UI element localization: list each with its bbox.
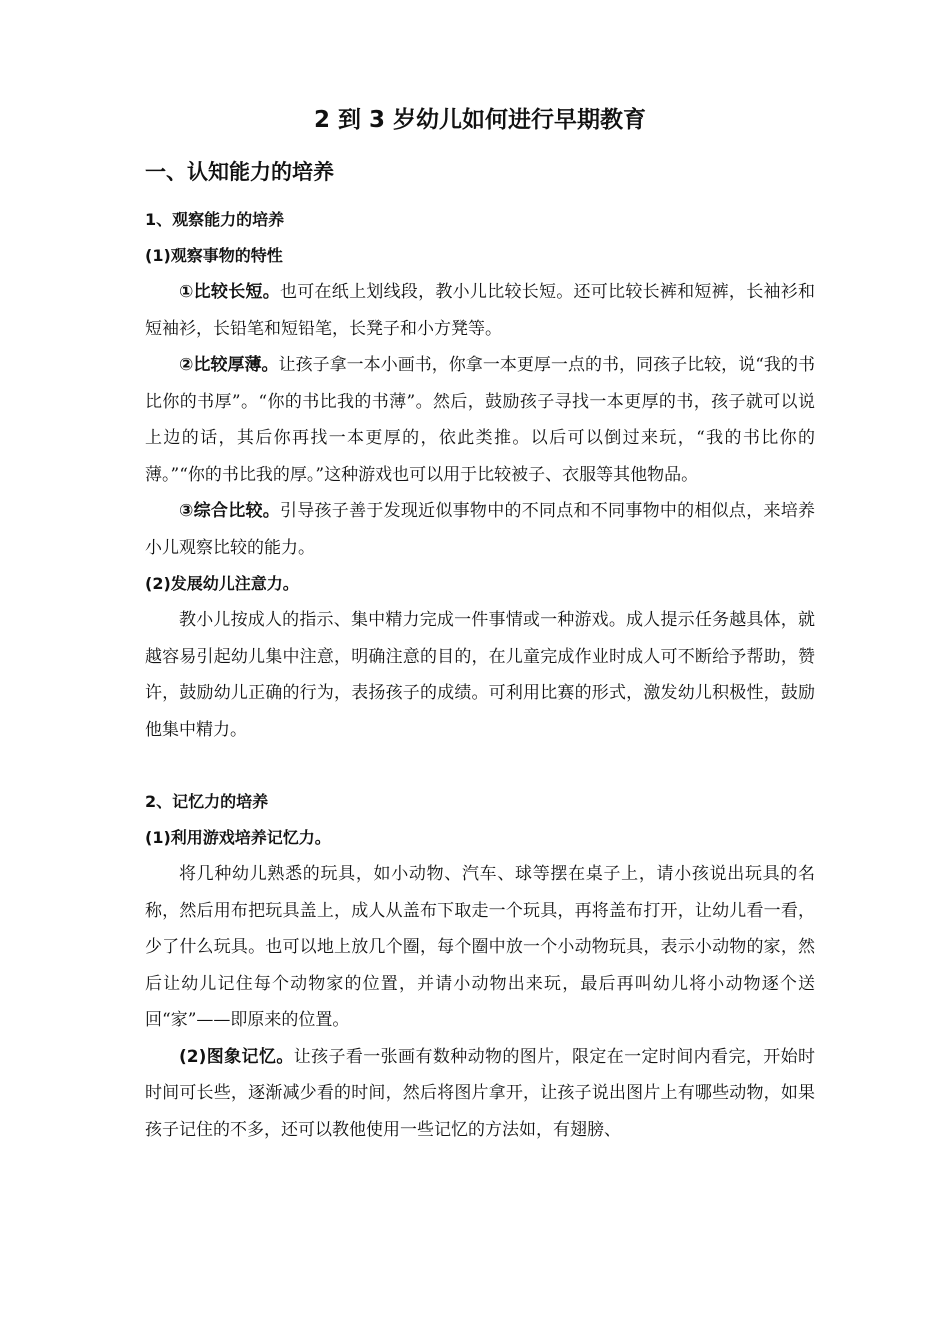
paragraph-thickness — [145, 347, 815, 493]
document-title: 2 到 3 岁幼儿如何进行早期教育 — [313, 107, 647, 133]
paragraph-text: 让孩子看一张画有数种动物的图片，限定在一定时间内看完，开始时时间可长些，逐渐减少看的时间，然后将图片拿开，让孩子说出图片上有哪些动物，如果孩子记住的不多，还可以教他使用一些记忆的方法如，有翅膀、 — [145, 1046, 816, 1140]
paragraph-length — [145, 274, 815, 347]
spacer — [145, 748, 815, 784]
document-page — [145, 100, 815, 1148]
paragraph-text: 引导孩子善于发现近似事物中的不同点和不同事物中的相似点，来培养小儿观察比较的能力。 — [145, 501, 815, 558]
item-heading-attention: (2)发展幼儿注意力。 — [145, 574, 299, 593]
paragraph-image-memory — [145, 1039, 815, 1149]
paragraph-comprehensive — [145, 493, 815, 566]
paragraph-lead: ③综合比较。 — [179, 501, 280, 521]
paragraph-attention: 教小儿按成人的指示、集中精力完成一件事情或一种游戏。成人提示任务越具体，就越容易引起幼儿集中注意，明确注意的目的，在儿童完成作业时成人可不断给予帮助，赞许，鼓励幼儿正确的行为，表扬孩子的成绩。可利用比赛的形式，激发幼儿积极性，鼓励他集中精力。 — [145, 610, 815, 740]
paragraph-game-memory: 将几种幼儿熟悉的玩具，如小动物、汽车、球等摆在桌子上，请小孩说出玩具的名称，然后用布把玩具盖上，成人从盖布下取走一个玩具，再将盖布打开，让幼儿看一看，少了什么玩具。也可以地上放几个圈，每个圈中放一个小动物玩具，表示小动物的家，然后让幼儿记住每个动物家的位置，并请小动物出来玩，最后再叫幼儿将小动物逐个送回“家”——即原来的位置。 — [145, 864, 815, 1030]
section-heading-cognitive: 一、认知能力的培养 — [145, 160, 334, 184]
paragraph-lead: ①比较长短。 — [179, 282, 280, 302]
subsection-heading-observation: 1、观察能力的培养 — [145, 210, 285, 229]
item-heading-properties: (1)观察事物的特性 — [145, 246, 283, 265]
paragraph-text: 让孩子拿一本小画书，你拿一本更厚一点的书，同孩子比较，说“我的书比你的书厚”。“你的书比我的书薄”。然后，鼓励孩子寻找一本更厚的书，孩子就可以说上边的话，其后你再找一本更厚的，依此类推。以后可以倒过来玩，“我的书比你的薄。”“你的书比我的厚。”这种游戏也可以用于比较被子、衣服等其他物品。 — [145, 355, 815, 485]
paragraph-lead: ②比较厚薄。 — [179, 355, 279, 375]
paragraph-text: 也可在纸上划线段，教小儿比较长短。还可比较长裤和短裤，长袖衫和短袖衫，长铅笔和短铅笔，长凳子和小方凳等。 — [145, 282, 815, 339]
paragraph-lead: (2)图象记忆。 — [179, 1046, 294, 1067]
item-heading-game-memory: (1)利用游戏培养记忆力。 — [145, 828, 331, 847]
subsection-heading-memory: 2、记忆力的培养 — [145, 792, 269, 811]
